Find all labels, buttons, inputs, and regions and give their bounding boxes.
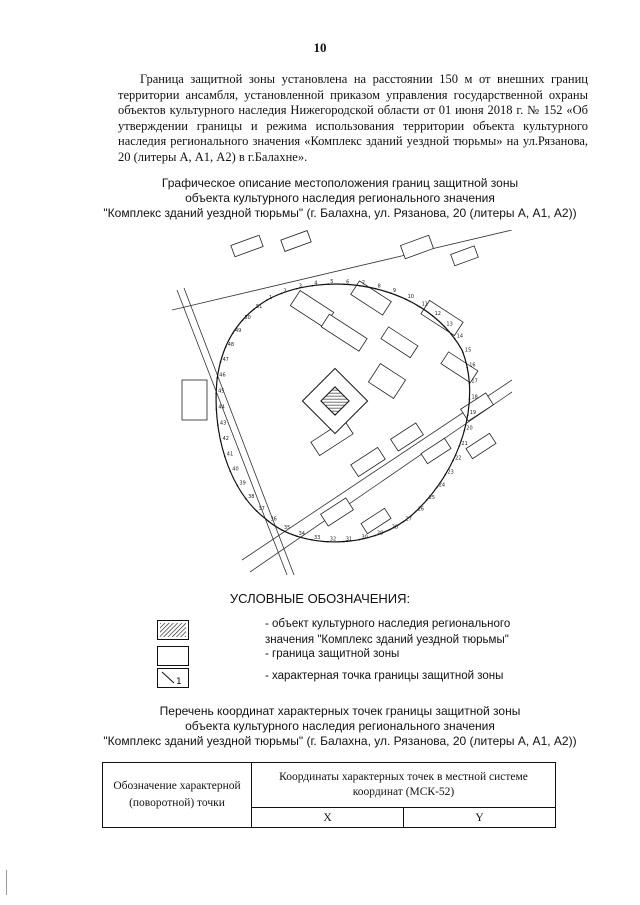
legend-point-text: - характерная точка границы защитной зоны — [265, 670, 504, 682]
boundary-point-marker — [296, 288, 298, 290]
list-title-line-2: объекта культурного наследия регионального значения — [185, 719, 495, 733]
boundary-point-label: 44 — [218, 404, 225, 411]
boundary-point-marker — [390, 292, 392, 294]
boundary-point-label: 34 — [298, 531, 305, 538]
boundary-point-label: 17 — [471, 378, 478, 385]
boundary-point-label: 5 — [330, 279, 334, 286]
boundary-point-label: 16 — [469, 362, 476, 369]
boundary-point-label: 26 — [417, 506, 425, 513]
boundary-point-marker — [281, 293, 283, 295]
scan-margin-mark — [6, 870, 7, 895]
boundary-point-marker — [220, 361, 222, 363]
list-title-line-3: "Комплекс зданий уездной тюрьмы" (г. Балахна, ул. Рязанова, 20 (литеры А, А1, А2)) — [103, 734, 577, 748]
boundary-point-label: 35 — [283, 525, 291, 531]
paragraph-line-1: Граница защитной зоны установлена на расстоянии 150 м от внешних границ — [140, 72, 588, 86]
boundary-point-label: 37 — [258, 505, 265, 512]
boundary-point-marker — [237, 485, 239, 487]
coordinates-table — [102, 762, 556, 828]
paragraph-line-2: территории ансамбля, установленной приказом управления государственной охраны — [118, 87, 588, 102]
boundary-point-label: 49 — [235, 327, 242, 334]
boundary-point-marker — [415, 511, 417, 513]
y-header: Y — [404, 808, 556, 828]
legend-heritage-line-1: - объект культурного наследия регионального — [265, 618, 511, 630]
map-drawing — [172, 230, 512, 580]
boundary-point-label: 32 — [329, 536, 337, 543]
page-number: 10 — [313, 40, 327, 55]
boundary-point-label: 25 — [428, 495, 436, 502]
boundary-point-label: 10 — [407, 294, 414, 301]
legend-heritage-symbol — [157, 620, 189, 640]
boundary-point-marker — [374, 535, 376, 537]
boundary-point-marker — [215, 393, 217, 395]
paragraph-line-6: А, А1, А2) в г.Балахне». — [179, 149, 308, 164]
boundary-point-marker — [224, 456, 226, 458]
boundary-point-marker — [268, 521, 270, 523]
point-marker-icon — [158, 669, 188, 687]
boundary-point-label: 51 — [256, 304, 263, 311]
boundary-point-marker — [327, 283, 329, 285]
boundary-point-marker — [469, 383, 471, 385]
boundary-point-marker — [281, 529, 283, 531]
boundary-point-marker — [225, 346, 227, 348]
boundary-point-label: 39 — [239, 480, 246, 487]
boundary-point-label: 9 — [392, 288, 397, 295]
hatched-square-icon — [158, 621, 188, 639]
boundary-point-label: 31 — [345, 536, 353, 543]
boundary-point-label: 23 — [447, 469, 454, 476]
coordinates-list-title — [60, 704, 620, 749]
boundary-point-label: 13 — [446, 321, 453, 328]
zone-description-paragraph — [118, 72, 588, 165]
boundary-point-marker — [426, 499, 428, 501]
paragraph-line-3: объектов культурного наследия Нижегородской области от 01 июня 2018 г. № 152 «Об — [118, 103, 588, 117]
boundary-point-label: 7 — [361, 280, 366, 287]
x-header: X — [252, 808, 404, 828]
boundary-point-label: 6 — [346, 279, 350, 286]
boundary-point-label: 18 — [471, 394, 478, 401]
boundary-point-label: 45 — [218, 388, 225, 395]
boundary-point-marker — [454, 338, 456, 340]
boundary-point-label: 4 — [314, 280, 318, 287]
point-designation-header: Обозначение характерной (поворотной) точки — [103, 763, 252, 828]
boundary-point-marker — [359, 539, 361, 541]
map-title-line-1: Графическое описание местоположения границ защитной зоны — [161, 176, 519, 190]
boundary-point-marker — [467, 414, 469, 416]
legend-zone-symbol — [157, 646, 189, 666]
boundary-point-marker — [220, 440, 222, 442]
boundary-point-marker — [343, 284, 345, 286]
boundary-point-label: 46 — [219, 372, 226, 379]
boundary-point-marker — [296, 535, 298, 537]
paragraph-line-5: регионального значения «Комплекс зданий уездной тюрьмы» на ул.Рязанова, 20 (литеры — [118, 134, 588, 164]
map-title-line-2: объекта культурного наследия регионального значения — [185, 191, 495, 205]
boundary-point-label: 36 — [270, 516, 277, 523]
table-header-row — [103, 763, 556, 808]
boundary-point-label: 11 — [421, 301, 428, 308]
boundary-point-marker — [459, 445, 461, 447]
boundary-point-marker — [253, 308, 255, 310]
legend-point-symbol-label: 1 — [176, 677, 182, 687]
boundary-point-marker — [216, 409, 218, 411]
boundary-point-label: 40 — [232, 466, 239, 473]
legend-point-symbol — [157, 668, 189, 688]
boundary-point-label: 3 — [298, 283, 302, 290]
boundary-point-label: 2 — [283, 288, 287, 295]
boundary-point-marker — [230, 471, 232, 473]
paragraph-line-4: утверждении границы и режима использования территории объекта культурного наследия — [118, 118, 588, 148]
boundary-point-marker — [343, 541, 345, 543]
boundary-point-label: 30 — [361, 534, 368, 541]
boundary-point-label: 47 — [222, 357, 229, 364]
boundary-point-marker — [469, 399, 471, 401]
boundary-point-label: 14 — [456, 333, 464, 340]
boundary-point-marker — [419, 306, 421, 308]
boundary-point-label: 29 — [376, 530, 384, 537]
boundary-point-marker — [217, 377, 219, 379]
list-title-line-1: Перечень координат характерных точек границы защитной зоны — [159, 704, 521, 718]
boundary-point-marker — [232, 332, 234, 334]
boundary-point-marker — [266, 299, 268, 301]
boundary-point-marker — [452, 460, 454, 462]
boundary-point-marker — [245, 498, 247, 500]
boundary-point-marker — [389, 529, 391, 531]
boundary-point-label: 19 — [469, 410, 477, 417]
legend-title: УСЛОВНЫЕ ОБОЗНАЧЕНИЯ: — [229, 591, 411, 606]
boundary-point-marker — [444, 326, 446, 328]
boundary-point-label: 33 — [314, 534, 321, 541]
boundary-point-marker — [432, 315, 434, 317]
boundary-point-marker — [217, 425, 219, 427]
boundary-point-marker — [327, 541, 329, 543]
cadastral-map — [172, 230, 512, 580]
legend-heritage-line-2: значения "Комплекс зданий уездной тюрьмы" — [265, 634, 509, 646]
boundary-point-label: 50 — [244, 315, 251, 322]
legend-zone-text: - граница защитной зоны — [265, 648, 400, 660]
boundary-point-marker — [466, 367, 468, 369]
map-title — [60, 176, 620, 221]
boundary-point-marker — [405, 298, 407, 300]
boundary-point-label: 12 — [434, 310, 441, 317]
boundary-point-marker — [256, 510, 258, 512]
boundary-point-marker — [462, 352, 464, 354]
boundary-point-marker — [464, 430, 466, 432]
coordinates-header: Координаты характерных точек в местной системе координат (МСК-52) — [252, 763, 556, 808]
boundary-point-label: 28 — [391, 524, 399, 531]
boundary-point-label: 21 — [461, 440, 468, 447]
map-title-line-3: "Комплекс зданий уездной тюрьмы" (г. Балахна, ул. Рязанова, 20 (литеры А, А1, А2)) — [103, 206, 577, 220]
boundary-point-marker — [403, 521, 405, 523]
boundary-point-label: 43 — [219, 420, 227, 427]
boundary-point-label: 41 — [226, 451, 234, 458]
boundary-point-label: 20 — [466, 425, 473, 432]
boundary-point-marker — [445, 474, 447, 476]
boundary-point-label: 42 — [222, 436, 229, 442]
boundary-point-marker — [311, 539, 313, 541]
boundary-point-label: 27 — [405, 516, 412, 523]
boundary-point-label: 1 — [269, 295, 273, 301]
boundary-point-marker — [375, 288, 377, 290]
boundary-point-marker — [312, 285, 314, 287]
boundary-point-label: 38 — [248, 493, 255, 500]
boundary-point-label: 22 — [455, 455, 462, 462]
boundary-point-label: 48 — [227, 342, 235, 348]
boundary-point-marker — [359, 285, 361, 287]
boundary-point-label: 15 — [464, 347, 472, 354]
boundary-point-marker — [436, 487, 438, 489]
boundary-point-label: 8 — [377, 283, 381, 290]
boundary-point-marker — [242, 319, 244, 321]
boundary-point-label: 24 — [438, 482, 446, 489]
